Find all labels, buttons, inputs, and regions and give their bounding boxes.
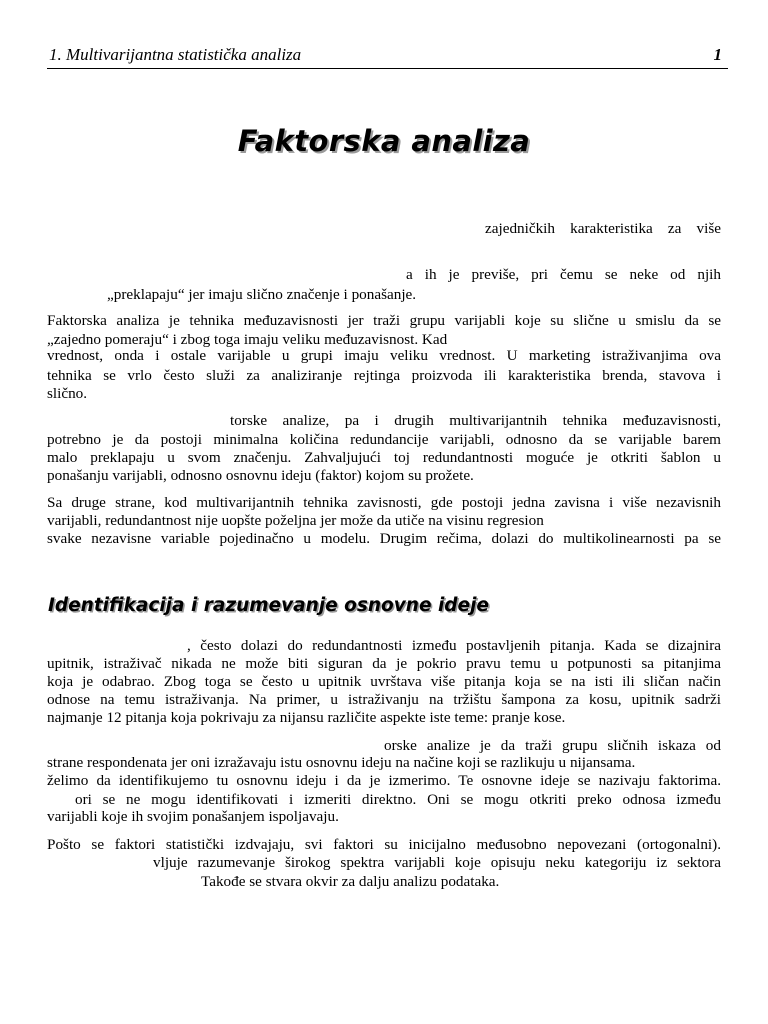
- text-line: ori se ne mogu identifikovati i izmeriti direktno. Oni se mogu otkriti preko odnosa između: [75, 791, 721, 808]
- text-line: Faktorska analiza je tehnika međuzavisnosti jer traži grupu varijabli koje su slične u smislu da se: [47, 312, 721, 329]
- text-line: zajedničkih karakteristika za više: [485, 220, 721, 237]
- text-line: vljuje razumevanje širokog spektra varijabli koje opisuju neku kategoriju iz sektora: [153, 854, 721, 871]
- text-line: a ih je previše, pri čemu se neke od njih: [406, 266, 721, 283]
- text-line: odnose na temu istraživanja. Na primer, u istraživanju na tržištu šampona za kosu, upitnik sadrži: [47, 691, 721, 708]
- text-line: strane respondenata jer oni izražavaju istu osnovnu ideju na načine koji se razlikuju u nijansama.: [47, 754, 636, 771]
- text-line: torske analize, pa i drugih multivarijantnih tehnika međuzavisnosti,: [230, 412, 721, 429]
- text-line: svake nezavisne variable pojedinačno u modelu. Drugim rečima, dolazi do multikolinearnosti pa se: [47, 530, 721, 547]
- text-line: orske analize je da traži grupu sličnih iskaza od: [384, 737, 721, 754]
- page-number: 1: [713, 45, 722, 64]
- text-line: koja je odabrao. Zbog toga se često u upitnik uvrštava više pitanja koja se na isti ili sličan način: [47, 673, 721, 690]
- text-line: Takođe se stvara okvir za dalju analizu podataka.: [201, 873, 500, 890]
- text-line: malo preklapaju u svom značenju. Zahvaljujući toj redundantnosti moguće je otkriti šablon u: [47, 449, 721, 466]
- text-line: „zajedno pomeraju“ i zbog toga imaju veliku međuzavisnost. Kad: [47, 331, 448, 348]
- text-line: Pošto se faktori statistički izdvajaju, svi faktori su inicijalno međusobno nepovezani (ortogonalni).: [47, 836, 721, 853]
- text-line: Sa druge strane, kod multivarijantnih tehnika zavisnosti, gde postoji jedna zavisna i više nezavisnih: [47, 494, 721, 511]
- chapter-title: 1. Multivarijantna statistička analiza: [49, 45, 302, 64]
- text-line: slično.: [47, 385, 88, 402]
- page-title: Faktorska analiza: [237, 124, 531, 158]
- text-line: , često dolazi do redundantnosti između postavljenih pitanja. Kada se dizajnira: [187, 637, 721, 654]
- text-line: „preklapaju“ jer imaju slično značenje i ponašanje.: [107, 286, 417, 303]
- text-line: varijabli koje ih svojim ponašanjem ispoljavaju.: [47, 808, 339, 825]
- text-line: želimo da identifikujemo tu osnovnu ideju i da je izmerimo. Te osnovne ideje se nazivaju faktorima.: [47, 772, 721, 789]
- text-line: vrednost, onda i ostale varijable u grupi imaju veliku vrednost. U marketing istraživanjima ova: [47, 347, 721, 364]
- text-line: potrebno je da postoji minimalna količina redundancije varijabli, odnosno da se varijable barem: [47, 431, 721, 448]
- running-header: [47, 42, 728, 69]
- section-heading: Identifikacija i razumevanje osnovne ideje: [48, 595, 489, 616]
- text-line: varijabli, redundantnost nije uopšte poželjna jer može da utiče na visinu regresion: [47, 512, 544, 529]
- text-line: najmanje 12 pitanja koja pokrivaju za nijansu različite aspekte iste teme: pranje kose.: [47, 709, 566, 726]
- text-line: tehnika se vrlo često služi za analiziranje rejtinga proizvoda ili karakteristika brenda, stavova i: [47, 367, 721, 384]
- text-line: upitnik, istraživač nikada ne može biti siguran da je pokrio pravu temu u potpunosti sa pitanjima: [47, 655, 721, 672]
- text-line: ponašanju varijabli, odnosno osnovnu ideju (faktor) kojom su prožete.: [47, 467, 474, 484]
